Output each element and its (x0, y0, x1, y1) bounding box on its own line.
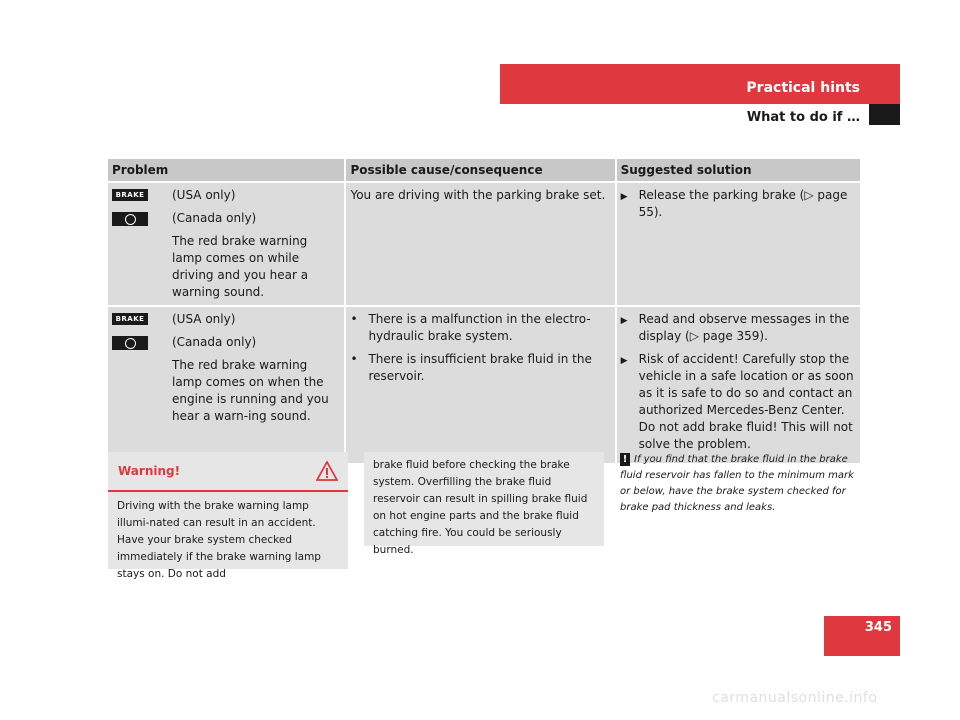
bullet-icon: • (350, 312, 358, 326)
header-tab-marker (869, 104, 900, 125)
usa-only-label: (USA only) (172, 188, 236, 202)
exclamation-icon: ! (620, 453, 630, 466)
warning-triangle-icon (316, 461, 338, 481)
cause-cell (346, 181, 616, 305)
arrow-bullet-icon: ▶ (620, 316, 628, 326)
arrow-bullet-icon: ▶ (620, 192, 628, 202)
solution-text: Read and observe messages in the display (▷ page 359). (638, 312, 850, 343)
solution-cell (617, 181, 860, 305)
brake-warning-icon: BRAKE (112, 189, 148, 201)
header-solution: Suggested solution (617, 159, 860, 181)
table-header-row (108, 159, 860, 181)
solution-item (621, 351, 856, 453)
cause-text: There is insufficient brake fluid in the reservoir. (368, 352, 592, 383)
brake-warning-icon: BRAKE (112, 313, 148, 325)
header-problem: Problem (108, 159, 346, 181)
note-text: If you find that the brake fluid in the brake fluid reservoir has fallen to the minimum mark or below, have the brake system checked for brake pad thickness and leaks. (620, 454, 854, 513)
arrow-bullet-icon: ▶ (620, 356, 628, 366)
cause-item (350, 311, 610, 345)
table-row (108, 305, 860, 463)
problem-description: The red brake warning lamp comes on while driving and you hear a warning sound. (172, 234, 309, 299)
troubleshooting-table (108, 159, 860, 463)
cause-item (350, 351, 610, 385)
usa-only-label: (USA only) (172, 312, 236, 326)
page-number-box (824, 616, 900, 656)
section-subtitle: What to do if … (746, 110, 860, 125)
solution-item (621, 311, 856, 345)
cause-cell (346, 305, 616, 463)
problem-description: The red brake warning lamp comes on when the engine is running and you hear a warn-ing sound. (172, 358, 329, 423)
cause-text: There is a malfunction in the electro-hydraulic brake system. (368, 312, 591, 343)
watermark: carmanualsonline.info (712, 690, 878, 706)
solution-cell (617, 305, 860, 463)
problem-cell (108, 181, 346, 305)
table-row (108, 181, 860, 305)
warning-continued-text: brake fluid before checking the brake system. Overfilling the brake fluid reservoir can result in spilling brake fluid on hot engine parts and the brake fluid catching fire. You could be seriously burned. (373, 459, 588, 556)
cause-text: You are driving with the parking brake set. (350, 188, 606, 202)
warning-label: Warning! (118, 464, 181, 478)
warning-header (108, 452, 348, 492)
brake-circle-icon (112, 212, 148, 226)
solution-item (621, 187, 856, 221)
canada-only-label: (Canada only) (172, 335, 257, 349)
warning-text: Driving with the brake warning lamp illumi-nated can result in an accident. Have your brake system checked immediately if the brake warning lamp stays on. Do not add (117, 500, 321, 580)
header-cause: Possible cause/consequence (346, 159, 616, 181)
page-number: 345 (864, 620, 892, 635)
brake-circle-icon (112, 336, 148, 350)
warning-continued-box (364, 452, 604, 556)
warning-box (108, 452, 348, 580)
note-block (620, 452, 865, 516)
section-title: Practical hints (746, 80, 860, 96)
solution-text: Release the parking brake (▷ page 55). (638, 188, 848, 219)
solution-text: Risk of accident! Carefully stop the vehicle in a safe location or as soon as it is safe to do so and contact an authorized Mercedes-Benz Center. Do not add brake fluid! This will not solve the problem. (638, 352, 854, 451)
bullet-icon: • (350, 352, 358, 366)
problem-cell (108, 305, 346, 463)
canada-only-label: (Canada only) (172, 211, 257, 225)
